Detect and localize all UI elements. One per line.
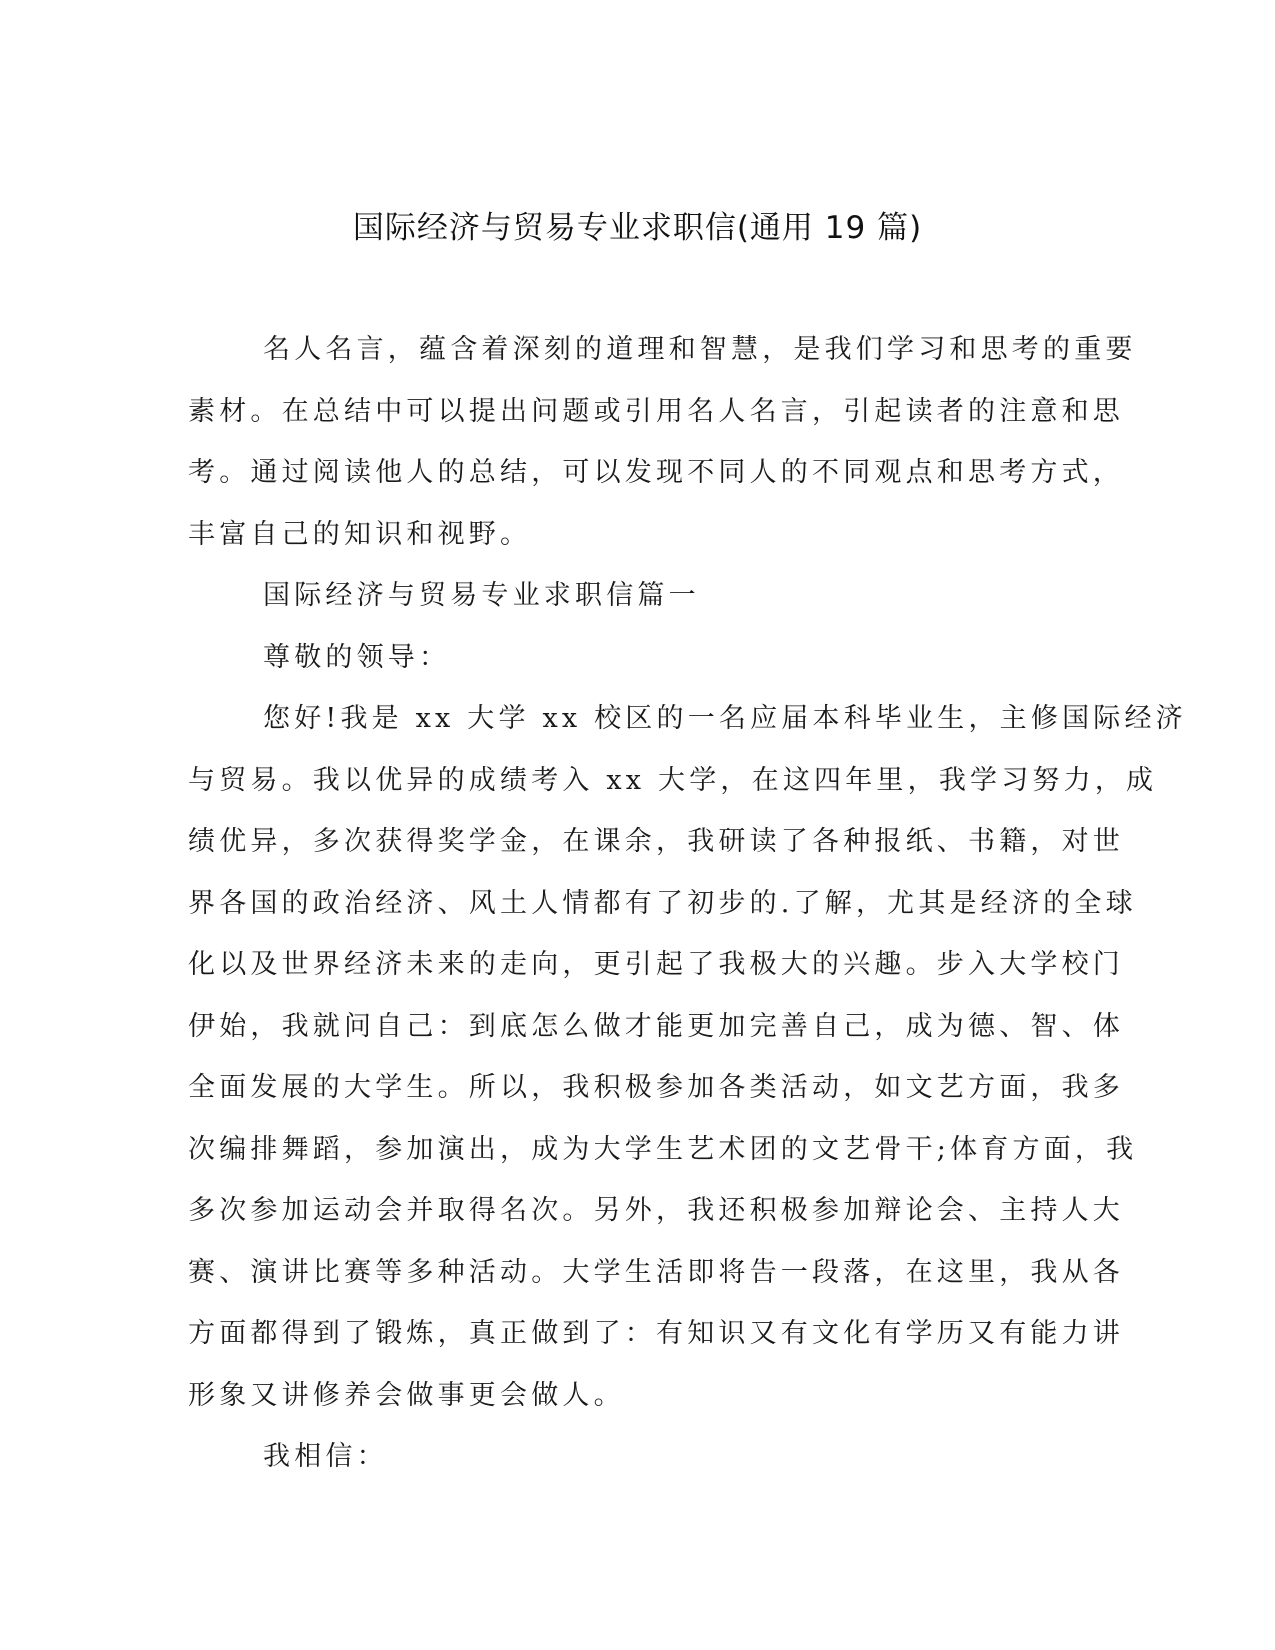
text-line: 名人名言，蕴含着深刻的道理和智慧，是我们学习和思考的重要: [263, 334, 1137, 365]
text-line: 丰富自己的知识和视野。: [188, 518, 532, 550]
text-line: 考。通过阅读他人的总结，可以发现不同人的不同观点和思考方式，: [188, 457, 1124, 488]
text-line: 赛、演讲比赛等多种活动。大学生活即将告一段落，在这里，我从各: [188, 1256, 1124, 1288]
text-line: 方面都得到了锻炼，真正做到了：有知识又有文化有学历又有能力讲: [188, 1318, 1124, 1349]
text-line: 形象又讲修养会做事更会做人。: [188, 1379, 625, 1411]
text-line: 国际经济与贸易专业求职信篇一: [263, 580, 700, 611]
text-line: 我相信：: [263, 1441, 388, 1472]
text-line: 次编排舞蹈，参加演出，成为大学生艺术团的文艺骨干;体育方面，我: [188, 1133, 1138, 1165]
text-line: 尊敬的领导：: [263, 641, 451, 673]
paragraph-intro: [188, 328, 1137, 574]
text-line: 伊始，我就问自己：到底怎么做才能更加完善自己，成为德、智、体: [188, 1010, 1124, 1042]
text-line: 与贸易。我以优异的成绩考入 xx 大学，在这四年里，我学习努力，成: [188, 764, 1158, 796]
text-line: 全面发展的大学生。所以，我积极参加各类活动，如文艺方面，我多: [188, 1072, 1124, 1103]
text-line: 您好!我是 xx 大学 xx 校区的一名应届本科毕业生，主修国际经济: [263, 703, 1187, 734]
salutation: [188, 636, 1081, 698]
text-line: 绩优异，多次获得奖学金，在课余，我研读了各种报纸、书籍，对世: [188, 826, 1124, 857]
text-line: 界各国的政治经济、风土人情都有了初步的.了解，尤其是经济的全球: [188, 887, 1137, 919]
paragraph-letter-body: [188, 697, 1187, 1435]
text-line: 素材。在总结中可以提出问题或引用名人名言，引起读者的注意和思: [188, 395, 1124, 427]
document-body: [188, 328, 1187, 1497]
section-heading: [188, 574, 1081, 636]
text-line: 多次参加运动会并取得名次。另外，我还积极参加辩论会、主持人大: [188, 1195, 1124, 1226]
text-line: 化以及世界经济未来的走向，更引起了我极大的兴趣。步入大学校门: [188, 949, 1124, 980]
document-title: 国际经济与贸易专业求职信(通用 19 篇): [352, 210, 923, 246]
paragraph-closing: [188, 1435, 1081, 1497]
